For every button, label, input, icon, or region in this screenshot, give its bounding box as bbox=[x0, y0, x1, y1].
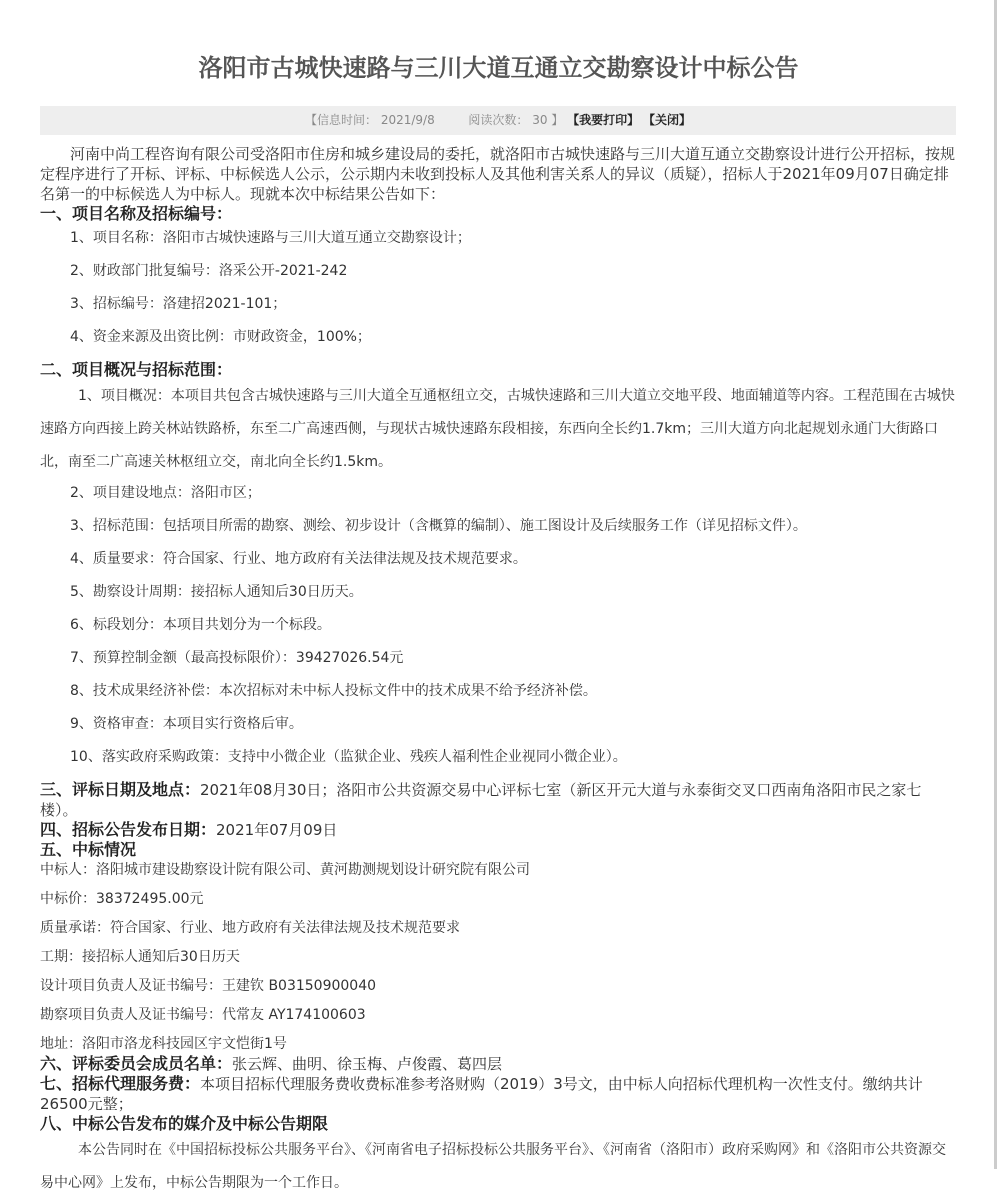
section-5-heading: 五、中标情况 bbox=[40, 840, 137, 859]
winner-detail: 地址：洛阳市洛龙科技园区宇文恺街1号 bbox=[40, 1036, 287, 1052]
intro-paragraph: 河南中尚工程咨询有限公司受洛阳市住房和城乡建设局的委托，就洛阳市古城快速路与三川大道互通立交勘察设计进行公开招标，按规定程序进行了开标、评标、中标候选人公示，公示期内未收到投标人及其他利害关系人的异议（质疑），招标人于2021年09月07日确定排名第一的中标候选人为中标人。现就本次中标结果公告如下： bbox=[40, 145, 956, 203]
section-7-value: 本项目招标代理服务费收费标准参考洛财购（2019）3号文，由中标人向招标代理机构一次性支付。缴纳共计26500元整； bbox=[40, 1075, 923, 1113]
winner-detail: 设计项目负责人及证书编号：王建钦 B03150900040 bbox=[40, 978, 377, 994]
section-2-item: 9、资格审查：本项目实行资格后审。 bbox=[70, 716, 303, 732]
section-4 bbox=[40, 820, 958, 840]
info-reads-close: 】 bbox=[551, 113, 564, 127]
section-2-item: 7、预算控制金额（最高投标限价）：39427026.54元 bbox=[70, 650, 404, 666]
section-6-value: 张云辉、曲明、徐玉梅、卢俊霞、葛四层 bbox=[232, 1055, 503, 1073]
close-link[interactable]: 【关闭】 bbox=[643, 113, 692, 127]
section-3-heading: 三、评标日期及地点： bbox=[40, 780, 201, 799]
section-2-item: 6、标段划分：本项目共划分为一个标段。 bbox=[70, 617, 331, 633]
winner-detail: 质量承诺：符合国家、行业、地方政府有关法律法规及技术规范要求 bbox=[40, 920, 460, 936]
info-time-label: 【信息时间： bbox=[304, 113, 377, 127]
section-7 bbox=[40, 1074, 958, 1114]
winner-detail: 工期：接招标人通知后30日历天 bbox=[40, 949, 240, 965]
info-reads-label: 阅读次数： bbox=[468, 113, 529, 127]
info-time-value: 2021/9/8 bbox=[380, 113, 435, 127]
section-7-heading: 七、招标代理服务费： bbox=[40, 1074, 201, 1093]
winner-detail: 中标价：38372495.00元 bbox=[40, 891, 204, 907]
info-reads-value: 30 bbox=[532, 113, 548, 127]
winner-detail: 中标人：洛阳城市建设勘察设计院有限公司、黄河勘测规划设计研究院有限公司 bbox=[40, 862, 530, 878]
section-1-item: 1、项目名称：洛阳市古城快速路与三川大道互通立交勘察设计； bbox=[70, 230, 471, 246]
info-bar bbox=[40, 106, 956, 135]
page-title: 洛阳市古城快速路与三川大道互通立交勘察设计中标公告 bbox=[198, 54, 799, 83]
section-2-item: 2、项目建设地点：洛阳市区； bbox=[70, 485, 261, 501]
section-2-item: 10、落实政府采购政策：支持中小微企业（监狱企业、残疾人福利性企业视同小微企业）。 bbox=[70, 749, 627, 765]
section-6 bbox=[40, 1054, 958, 1074]
section-1-item: 4、资金来源及出资比例：市财政资金，100%； bbox=[70, 329, 371, 345]
section-1-item: 2、财政部门批复编号：洛采公开-2021-242 bbox=[70, 263, 348, 279]
section-2-item: 8、技术成果经济补偿：本次招标对未中标人投标文件中的技术成果不给予经济补偿。 bbox=[70, 683, 597, 699]
section-4-heading: 四、招标公告发布日期： bbox=[40, 820, 217, 839]
section-1-item: 3、招标编号：洛建招2021-101； bbox=[70, 296, 287, 312]
section-2-item: 3、招标范围：包括项目所需的勘察、测绘、初步设计（含概算的编制）、施工图设计及后续服务工作（详见招标文件）。 bbox=[70, 518, 807, 534]
section-6-heading: 六、评标委员会成员名单： bbox=[40, 1054, 233, 1073]
section-8-heading: 八、中标公告发布的媒介及中标公告期限 bbox=[40, 1114, 329, 1133]
section-3-value: 2021年08月30日；洛阳市公共资源交易中心评标七室（新区开元大道与永泰街交叉口西南角洛阳市民之家七楼）。 bbox=[40, 781, 922, 819]
project-overview: 1、项目概况：本项目共包含古城快速路与三川大道全互通枢纽立交，古城快速路和三川大道立交地平段、地面辅道等内容。工程范围在古城快速路方向西接上跨关林站铁路桥，东至二广高速西侧，与现状古城快速路东段相接，东西向全长约1.7km；三川大道方向北起规划永通门大街路口北，南至二广高速关林枢纽立交，南北向全长约1.5km。 bbox=[40, 388, 955, 470]
section-3 bbox=[40, 780, 958, 820]
section-4-value: 2021年07月09日 bbox=[216, 821, 338, 839]
winner-detail: 勘察项目负责人及证书编号：代常友 AY174100603 bbox=[40, 1007, 366, 1023]
print-link[interactable]: 【我要打印】 bbox=[567, 113, 640, 127]
section-1-heading: 一、项目名称及招标编号： bbox=[40, 204, 233, 223]
section-2-heading: 二、项目概况与招标范围： bbox=[40, 360, 233, 379]
section-2-item: 4、质量要求：符合国家、行业、地方政府有关法律法规及技术规范要求。 bbox=[70, 551, 527, 567]
section-8-text: 本公告同时在《中国招标投标公共服务平台》、《河南省电子招标投标公共服务平台》、《河南省（洛阳市）政府采购网》和《洛阳市公共资源交易中心网》上发布，中标公告期限为一个工作日。 bbox=[40, 1142, 946, 1191]
section-2-item: 5、勘察设计周期：接招标人通知后30日历天。 bbox=[70, 584, 363, 600]
announcement-body bbox=[40, 144, 958, 1200]
